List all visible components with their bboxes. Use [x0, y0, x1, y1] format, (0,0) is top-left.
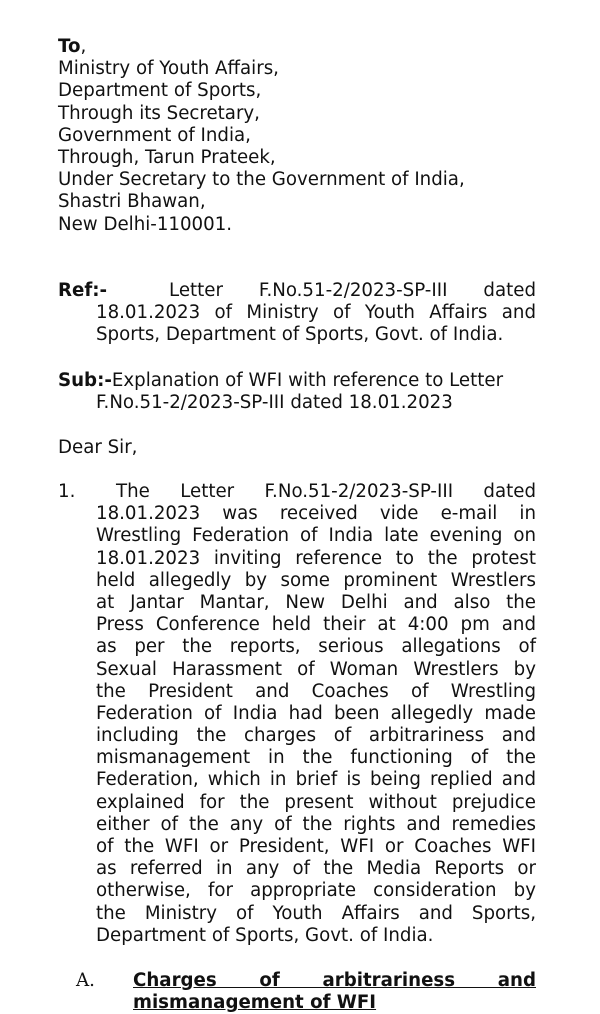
paragraph-1-line: either of the any of the rights and remedies: [96, 813, 536, 835]
paragraph-1: [58, 481, 536, 947]
subject-line-2: F.No.51-2/2023-SP-III dated 18.01.2023: [96, 392, 453, 414]
paragraph-1-line: Wrestling Federation of India late evening on: [96, 525, 536, 547]
subject-first-row: [58, 370, 548, 392]
paragraph-1-line: as per the reports, serious allegations of: [96, 636, 536, 658]
paragraph-1-line: the Ministry of Youth Affairs and Sports,: [96, 902, 536, 924]
paragraph-1-line: of the WFI or President, WFI or Coaches WFI: [96, 836, 536, 857]
section-a: [76, 970, 536, 1014]
address-line-4: Government of India,: [58, 124, 251, 146]
paragraph-1-line: 18.01.2023 was received vide e-mail in: [96, 503, 536, 525]
reference-line-3: Sports, Department of Sports, Govt. of India.: [96, 324, 504, 346]
section-a-heading-line-2: mismanagement of WFI: [133, 992, 377, 1014]
to-line: [58, 36, 558, 58]
paragraph-1-line: at Jantar Mantar, New Delhi and also the: [96, 591, 536, 613]
section-a-letter: A.: [76, 970, 95, 991]
paragraph-1-line: Federation of India had been allegedly made: [96, 702, 536, 724]
paragraph-1-line: the President and Coaches of Wrestling: [96, 680, 536, 702]
paragraph-1-line: held allegedly by some prominent Wrestlers: [96, 569, 536, 591]
paragraph-1-line: otherwise, for appropriate consideration by: [96, 880, 536, 902]
paragraph-1-line: 18.01.2023 inviting reference to the protest: [96, 547, 536, 569]
reference-label: Ref:-: [58, 280, 108, 301]
reference-first-row: [58, 280, 536, 302]
paragraph-1-line: explained for the present without prejudice: [96, 791, 536, 813]
reference-line-1: Letter F.No.51-2/2023-SP-III dated: [169, 280, 536, 301]
address-line-1: Ministry of Youth Affairs,: [58, 58, 279, 80]
paragraph-1-line: Sexual Harassment of Woman Wrestlers by: [96, 658, 536, 680]
salutation: Dear Sir,: [58, 437, 138, 458]
paragraph-1-line: Federation, which in brief is being replied and: [96, 769, 536, 791]
subject-label: Sub:-: [58, 370, 112, 391]
address-line-7: Shastri Bhawan,: [58, 191, 206, 213]
section-a-heading-line-1: Charges of arbitrariness and: [133, 970, 536, 991]
address-line-8: New Delhi-110001.: [58, 213, 233, 235]
paragraph-1-line: Department of Sports, Govt. of India.: [96, 924, 434, 946]
subject-line-1: Explanation of WFI with reference to Letter: [111, 370, 504, 391]
address-line-5: Through, Tarun Prateek,: [58, 147, 276, 169]
reference-line-2: 18.01.2023 of Ministry of Youth Affairs and: [96, 302, 536, 324]
recipient-address-block: [58, 36, 558, 236]
address-line-2: Department of Sports,: [58, 80, 262, 102]
paragraph-1-line: Press Conference held their at 4:00 pm and: [96, 614, 536, 636]
reference-block: [58, 280, 536, 347]
address-line-3: Through its Secretary,: [58, 102, 260, 124]
to-label: To: [58, 36, 81, 57]
paragraph-1-number: 1.: [58, 481, 76, 502]
subject-block: [58, 370, 548, 414]
paragraph-1-line: mismanagement in the functioning of the: [96, 747, 536, 769]
paragraph-1-line: The Letter F.No.51-2/2023-SP-III dated: [116, 481, 536, 502]
address-line-6: Under Secretary to the Government of India,: [58, 169, 465, 191]
paragraph-1-line: as referred in any of the Media Reports or: [96, 858, 536, 880]
paragraph-1-line: including the charges of arbitrariness and: [96, 725, 536, 747]
to-comma: ,: [80, 36, 87, 57]
paragraph-1-body: [96, 481, 536, 947]
